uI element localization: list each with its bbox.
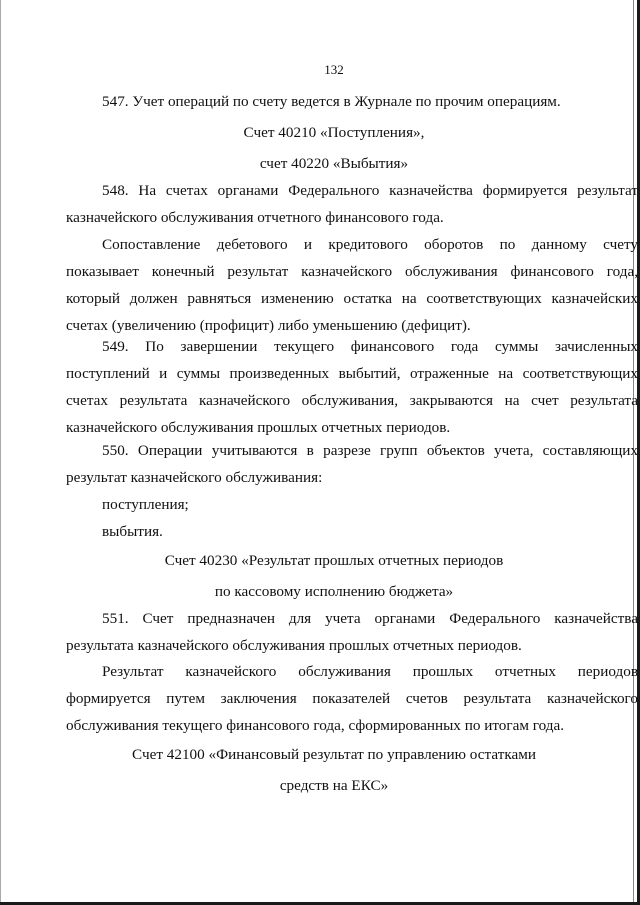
heading2-line-2: по кассовому исполнению бюджета» [214,583,454,600]
heading-line-2: счет 40220 «Выбытия» [259,155,409,172]
paragraph-548b-line-3: который должен равняться изменению остатка на соответствующих казначейских [66,290,638,307]
paragraph-551-line-1: 551. Счет предназначен для учета органами Федерального казначейства [102,610,638,627]
paragraph-549-line-4: казначейского обслуживания прошлых отчетных периодов. [66,419,451,436]
paragraph-550-line-2: результат казначейского обслуживания: [66,469,323,486]
paragraph-549 [66,333,638,441]
heading-line-1: Счет 40210 «Поступления», [243,124,425,141]
paragraph-548b-line-1: Сопоставление дебетового и кредитового оборотов по данному счету [102,236,638,253]
paragraph-551b-line-1: Результат казначейского обслуживания прошлых отчетных периодов [102,663,638,680]
list-item-receipts: поступления; [102,496,189,513]
paragraph-548-line-1: 548. На счетах органами Федерального казначейства формируется результат [102,182,638,199]
heading-account-40230 [66,547,602,605]
paragraph-549-line-1: 549. По завершении текущего финансового года суммы зачисленных [102,338,638,355]
paragraph-551b-line-3: обслуживания текущего финансового года, сформированных по итогам года. [66,717,565,734]
heading-accounts-40210-40220 [66,119,602,177]
paragraph-550 [66,437,638,545]
paragraph-549-line-2: поступлений и суммы произведенных выбытий, отраженные на соответствующих [66,365,638,382]
heading3-line-1: Счет 42100 «Финансовый результат по управлению остатками [132,746,536,763]
paragraph-548b-line-2: показывает конечный результат казначейского обслуживания финансового года, [66,263,638,280]
heading-account-42100 [66,741,602,799]
paragraph-548-line-2: казначейского обслуживания отчетного финансового года. [66,209,444,226]
paragraph-551 [66,605,638,659]
paragraph-551-line-2: результата казначейского обслуживания прошлых отчетных периодов. [66,637,522,654]
heading2-line-1: Счет 40230 «Результат прошлых отчетных периодов [164,552,504,569]
list-item-disposals: выбытия. [102,523,163,540]
paragraph-550-line-1: 550. Операции учитываются в разрезе групп объектов учета, составляющих [102,442,638,459]
paragraph-551-continuation [66,658,638,739]
heading3-line-2: средств на ЕКС» [279,777,389,794]
paragraph-548-continuation [66,231,638,339]
paragraph-548b-line-4: счетах (увеличению (профицит) либо уменьшению (дефицит). [66,317,471,334]
paragraph-551b-line-2: формируется путем заключения показателей счетов результата казначейского [66,690,638,707]
paragraph-549-line-3: счетах результата казначейского обслуживания, закрываются на счет результата [66,392,638,409]
paragraph-548 [66,177,638,231]
scan-edge-left [0,0,1,905]
page-number: 132 [324,62,344,77]
paragraph-547: 547. Учет операций по счету ведется в Журнале по прочим операциям. [102,93,561,110]
